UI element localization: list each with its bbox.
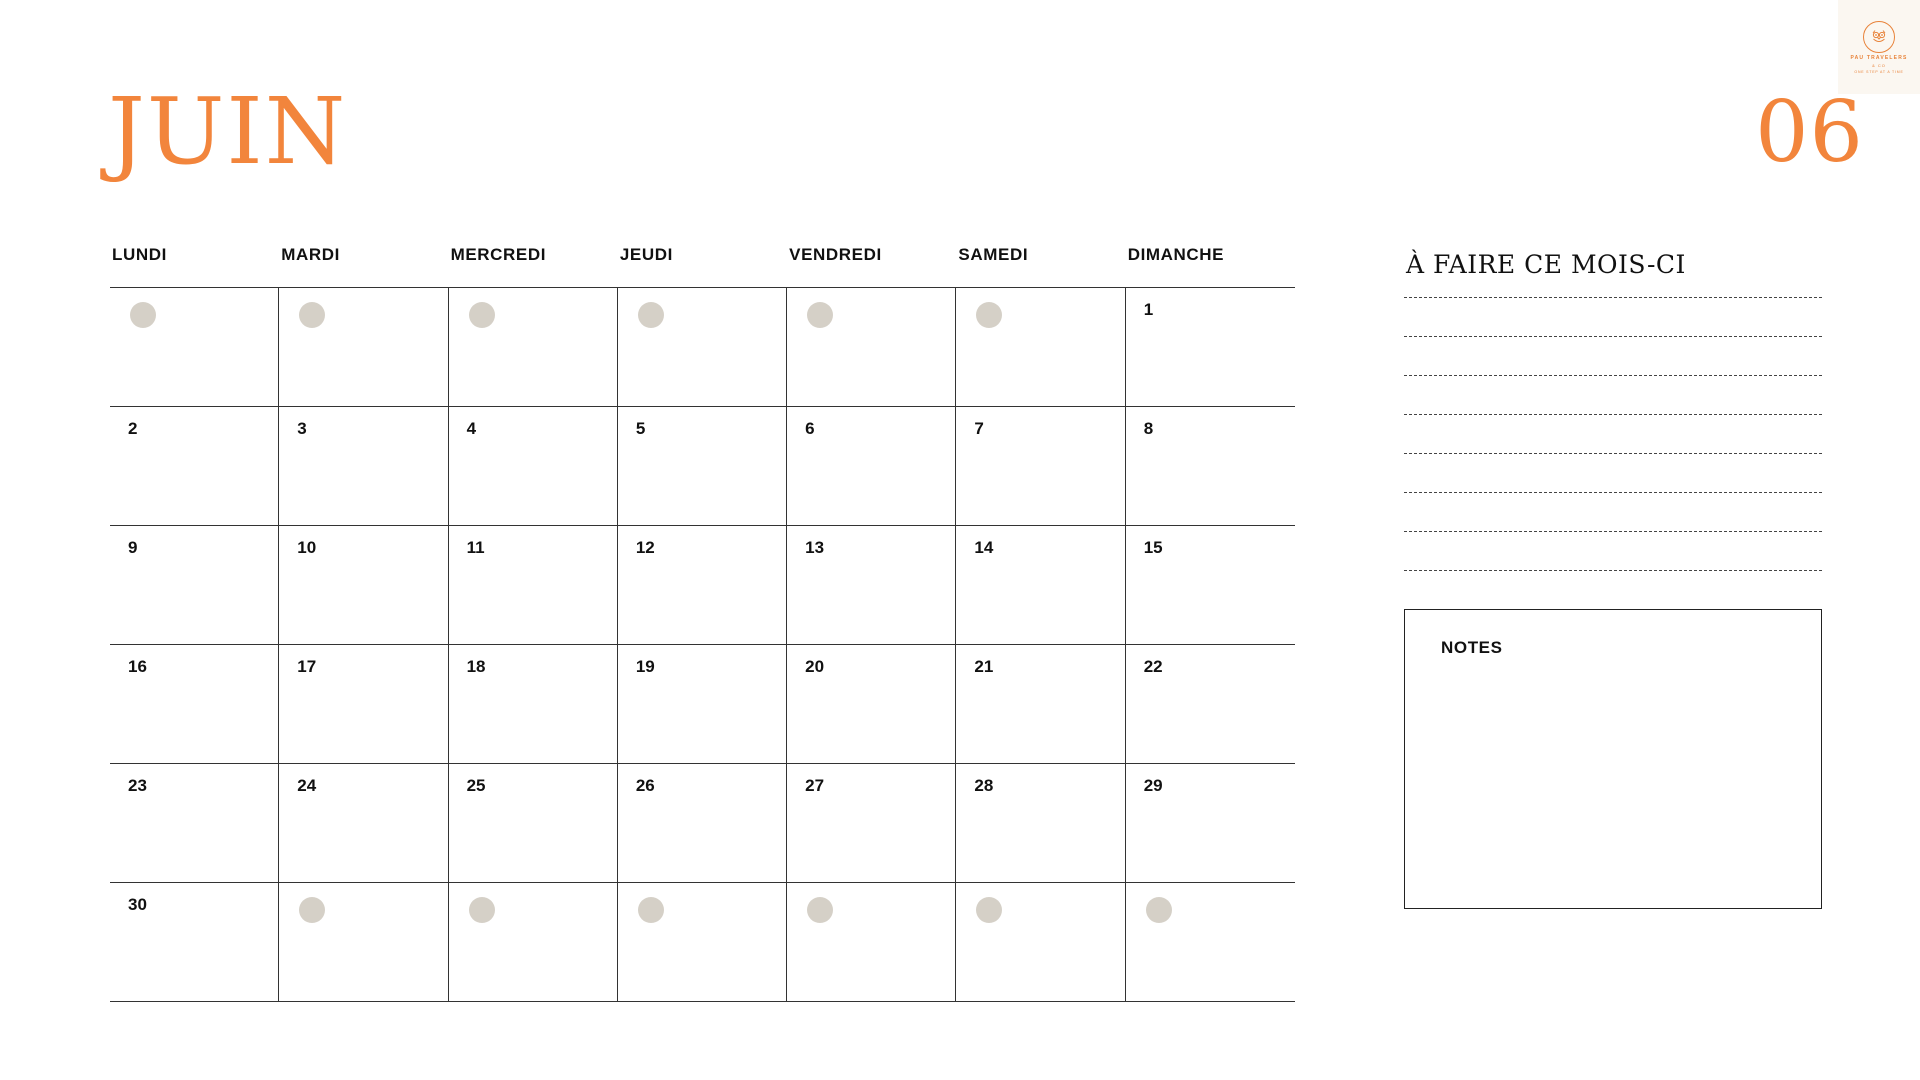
day-cell[interactable] [618, 883, 787, 1001]
day-number: 29 [1143, 776, 1163, 795]
placeholder-dot-icon [976, 302, 1002, 328]
day-number: 25 [466, 776, 486, 795]
weekday-lundi: LUNDI [112, 245, 167, 264]
placeholder-dot-icon [469, 302, 495, 328]
day-number: 4 [466, 419, 477, 438]
day-number: 16 [128, 657, 147, 676]
placeholder-dot-icon [976, 897, 1002, 923]
day-cell[interactable] [449, 526, 618, 644]
sidebar-panel [1404, 250, 1822, 909]
day-number: 7 [974, 419, 984, 438]
day-cell[interactable] [279, 883, 448, 1001]
weekday-mardi: MARDI [281, 245, 340, 264]
weekday-vendredi: VENDREDI [789, 245, 882, 264]
weekday-jeudi: JEUDI [619, 245, 673, 264]
day-cell[interactable] [279, 407, 448, 525]
day-cell[interactable] [618, 764, 787, 882]
todo-line[interactable] [1404, 531, 1822, 532]
brand-logo-badge [1838, 0, 1920, 94]
day-number: 9 [128, 538, 138, 557]
todo-line[interactable] [1404, 375, 1822, 376]
calendar-week-row [110, 883, 1295, 1002]
calendar-grid [110, 245, 1295, 1002]
month-number: 06 [1755, 83, 1864, 181]
day-number: 22 [1143, 657, 1163, 676]
day-number: 17 [297, 657, 317, 676]
calendar-weekday-header [110, 245, 1295, 287]
weekday-dimanche: DIMANCHE [1127, 245, 1225, 264]
brand-name-line2: & CO [1872, 62, 1886, 68]
day-number: 12 [635, 538, 655, 557]
day-cell[interactable] [1126, 764, 1295, 882]
day-cell[interactable] [618, 407, 787, 525]
day-number: 30 [128, 895, 147, 914]
placeholder-dot-icon [469, 897, 495, 923]
brand-name-line1: PAU TRAVELERS [1850, 54, 1908, 61]
todo-line[interactable] [1404, 453, 1822, 454]
day-cell[interactable] [449, 764, 618, 882]
day-number: 6 [805, 419, 815, 438]
day-number: 27 [805, 776, 825, 795]
day-cell[interactable] [787, 288, 956, 406]
day-cell[interactable] [1126, 407, 1295, 525]
day-cell[interactable] [956, 407, 1125, 525]
placeholder-dot-icon [807, 302, 833, 328]
calendar-week-row [110, 526, 1295, 645]
day-cell[interactable] [1126, 645, 1295, 763]
placeholder-dot-icon [1146, 897, 1172, 923]
day-cell[interactable] [618, 288, 787, 406]
day-number: 19 [635, 657, 655, 676]
day-number: 15 [1143, 538, 1163, 557]
notes-box[interactable] [1404, 609, 1822, 909]
day-cell[interactable] [279, 288, 448, 406]
todo-line[interactable] [1404, 414, 1822, 415]
placeholder-dot-icon [130, 302, 156, 328]
notes-label: NOTES [1441, 638, 1503, 657]
calendar-week-row [110, 407, 1295, 526]
placeholder-dot-icon [638, 302, 664, 328]
day-number: 2 [128, 419, 138, 438]
brand-tagline: ONE STEP AT A TIME [1854, 69, 1904, 74]
weekday-mercredi: MERCREDI [450, 245, 547, 264]
todo-section-title: À FAIRE CE MOIS-CI [1406, 250, 1686, 279]
weekday-samedi: SAMEDI [958, 245, 1029, 264]
day-cell[interactable] [618, 645, 787, 763]
calendar-week-row [110, 764, 1295, 883]
day-cell[interactable] [1126, 883, 1295, 1001]
placeholder-dot-icon [299, 897, 325, 923]
day-number: 11 [466, 538, 485, 557]
day-cell[interactable] [956, 645, 1125, 763]
day-number: 8 [1143, 419, 1154, 438]
calendar-week-row [110, 288, 1295, 407]
day-cell[interactable] [449, 407, 618, 525]
day-cell[interactable] [110, 288, 279, 406]
day-cell[interactable] [787, 526, 956, 644]
day-number: 23 [128, 776, 147, 795]
page-title-month: JUIN [108, 78, 348, 185]
day-number: 24 [297, 776, 317, 795]
day-cell[interactable] [1126, 288, 1295, 406]
day-cell[interactable] [956, 764, 1125, 882]
day-cell[interactable] [956, 883, 1125, 1001]
day-number: 10 [297, 538, 317, 557]
day-number: 18 [466, 657, 486, 676]
placeholder-dot-icon [299, 302, 325, 328]
placeholder-dot-icon [807, 897, 833, 923]
day-cell[interactable] [1126, 526, 1295, 644]
day-number: 21 [974, 657, 994, 676]
day-number: 1 [1143, 300, 1154, 319]
day-cell[interactable] [787, 407, 956, 525]
calendar-week-row [110, 645, 1295, 764]
todo-line[interactable] [1404, 492, 1822, 493]
placeholder-dot-icon [638, 897, 664, 923]
day-cell[interactable] [110, 883, 279, 1001]
calendar-weeks [110, 287, 1295, 1002]
day-cell[interactable] [618, 526, 787, 644]
day-cell[interactable] [110, 407, 279, 525]
day-number: 13 [805, 538, 825, 557]
day-cell[interactable] [449, 883, 618, 1001]
day-number: 28 [974, 776, 994, 795]
day-cell[interactable] [110, 645, 279, 763]
day-number: 3 [297, 419, 307, 438]
day-cell[interactable] [787, 645, 956, 763]
day-number: 5 [635, 419, 646, 438]
owl-logo-icon [1863, 21, 1895, 53]
day-number: 14 [974, 538, 994, 557]
day-cell[interactable] [279, 764, 448, 882]
day-cell[interactable] [110, 764, 279, 882]
day-cell[interactable] [449, 645, 618, 763]
day-number: 26 [635, 776, 655, 795]
day-cell[interactable] [449, 288, 618, 406]
day-cell[interactable] [956, 288, 1125, 406]
day-cell[interactable] [279, 526, 448, 644]
todo-line[interactable] [1404, 570, 1822, 571]
day-cell[interactable] [787, 883, 956, 1001]
todo-line[interactable] [1404, 336, 1822, 337]
day-cell[interactable] [787, 764, 956, 882]
day-cell[interactable] [279, 645, 448, 763]
todo-line[interactable] [1404, 297, 1822, 298]
day-cell[interactable] [956, 526, 1125, 644]
day-cell[interactable] [110, 526, 279, 644]
day-number: 20 [805, 657, 825, 676]
